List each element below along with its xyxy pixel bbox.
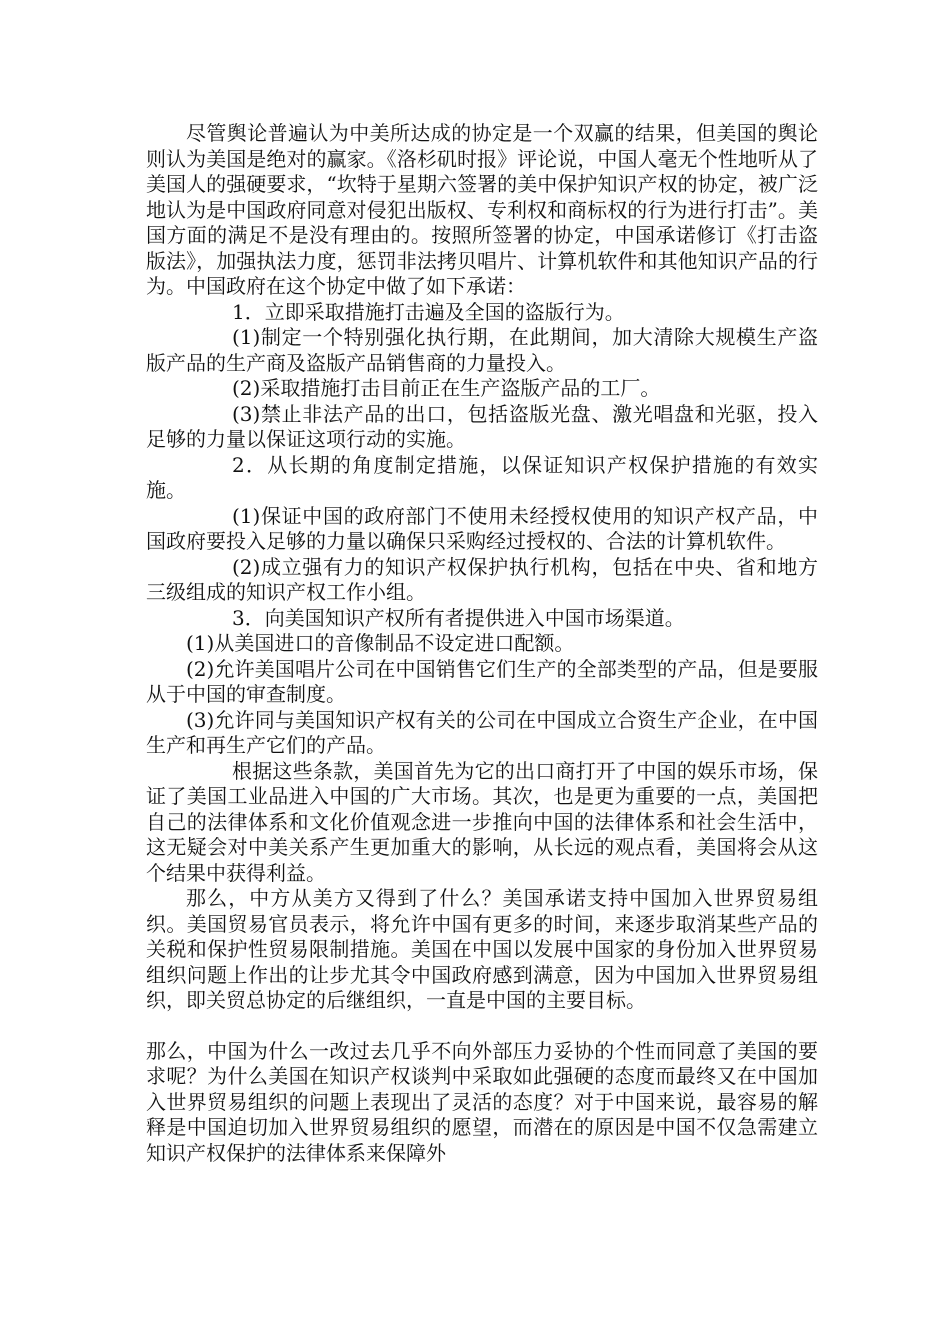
commitment-2-item-2: (2)成立强有力的知识产权保护执行机构，包括在中央、省和地方三级组成的知识产权工作小组。 xyxy=(146,554,818,604)
document-body xyxy=(146,121,818,1166)
commitment-1-item-3: (3)禁止非法产品的出口，包括盗版光盘、激光唱盘和光驱，投入足够的力量以保证这项行动的实施。 xyxy=(146,401,818,451)
commitment-3-item-2: (2)允许美国唱片公司在中国销售它们生产的全部类型的产品，但是要服从于中国的审查制度。 xyxy=(146,656,818,706)
commitment-2-item-1: (1)保证中国的政府部门不使用未经授权使用的知识产权产品，中国政府要投入足够的力量以确保只采购经过授权的、合法的计算机软件。 xyxy=(146,503,818,553)
commitment-3-item-3: (3)允许同与美国知识产权有关的公司在中国成立合资生产企业，在中国生产和再生产它们的产品。 xyxy=(146,707,818,757)
commitment-1-item-1: (1)制定一个特别强化执行期，在此期间，加大清除大规模生产盗版产品的生产商及盗版产品销售商的力量投入。 xyxy=(146,325,818,375)
commitment-3-heading: 3．向美国知识产权所有者提供进入中国市场渠道。 xyxy=(232,605,685,630)
paragraph-china-gains: 那么，中方从美方又得到了什么？美国承诺支持中国加入世界贸易组织。美国贸易官员表示，将允许中国有更多的时间，来逐步取消某些产品的关税和保护性贸易限制措施。美国在中国以发展中国家的身份加入世界贸易组织问题上作出的让步尤其令中国政府感到满意，因为中国加入世界贸易组织，即关贸总协定的后继组织，一直是中国的主要目标。 xyxy=(146,886,818,1012)
paragraph-analysis: 根据这些条款，美国首先为它的出口商打开了中国的娱乐市场，保证了美国工业品进入中国的广大市场。其次，也是更为重要的一点，美国把自己的法律体系和文化价值观念进一步推向中国的法律体系和社会生活中，这无疑会对中美关系产生更加重大的影响，从长远的观点看，美国将会从这个结果中获得利益。 xyxy=(146,758,818,885)
commitment-2-heading: 2．从长期的角度制定措施，以保证知识产权保护措施的有效实施。 xyxy=(146,452,818,502)
paragraph-gap xyxy=(146,1014,818,1039)
paragraph-intro: 尽管舆论普遍认为中美所达成的协定是一个双赢的结果，但美国的舆论则认为美国是绝对的赢家。《洛杉矶时报》评论说，中国人毫无个性地听从了美国人的强硬要求，“坎特于星期六签署的美中保护知识产权的协定，被广泛地认为是中国政府同意对侵犯出版权、专利权和商标权的行为进行打击”。美国方面的满足不是没有理由的。按照所签署的协定，中国承诺修订《打击盗版法》，加强执法力度，惩罚非法拷贝唱片、计算机软件和其他知识产品的行为。中国政府在这个协定中做了如下承诺： xyxy=(146,121,818,298)
commitment-1-heading: 1．立即采取措施打击遍及全国的盗版行为。 xyxy=(232,299,625,324)
paragraph-question: 那么，中国为什么一改过去几乎不向外部压力妥协的个性而同意了美国的要求呢？为什么美国在知识产权谈判中采取如此强硬的态度而最终又在中国加入世界贸易组织的问题上表现出了灵活的态度？对于中国来说，最容易的解释是中国迫切加入世界贸易组织的愿望，而潜在的原因是中国不仅急需建立知识产权保护的法律体系来保障外 xyxy=(146,1038,818,1165)
commitment-3-item-1: (1)从美国进口的音像制品不设定进口配额。 xyxy=(186,631,575,655)
commitment-1-item-2: (2)采取措施打击目前正在生产盗版产品的工厂。 xyxy=(232,376,661,400)
